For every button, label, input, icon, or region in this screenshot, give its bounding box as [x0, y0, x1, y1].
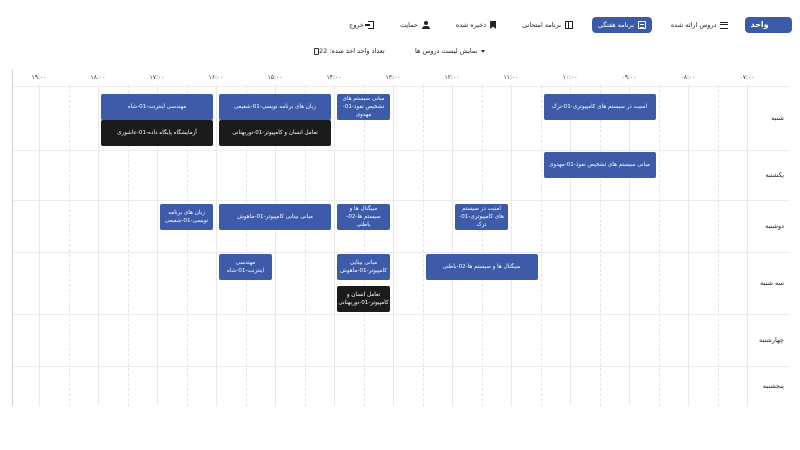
nav-offered-courses-label: دروس ارائه شده	[670, 21, 717, 29]
time-tick-label: ۱۶:۰۰	[208, 74, 224, 81]
day-label: پنجشنبه	[762, 382, 784, 390]
course-block[interactable]: زبان های برنامه نویسی-01-شفیعی	[160, 204, 213, 230]
list-icon	[720, 22, 728, 29]
course-block[interactable]: مهندسی اینترنت-01-شاه	[219, 254, 272, 280]
exit-icon	[368, 21, 374, 29]
user-icon	[422, 21, 430, 29]
half-hour-gridline	[423, 85, 424, 406]
nav-weekly-schedule-label: برنامه هفتگی	[597, 21, 634, 29]
time-tick-label: ۱۰:۰۰	[562, 74, 578, 81]
hour-gridline	[98, 85, 99, 406]
brand-logo[interactable]: واحد هاب	[745, 17, 792, 33]
top-navigation	[330, 14, 792, 45]
time-tick-label: ۱۷:۰۰	[149, 74, 165, 81]
summary-bar	[0, 47, 800, 61]
nav-logout[interactable]	[342, 17, 381, 33]
day-label: چهارشنبه	[759, 336, 784, 344]
time-tick-label: ۱۵:۰۰	[267, 74, 283, 81]
half-hour-gridline	[482, 85, 483, 406]
show-course-list-label: نمایش لیست دروس ها	[415, 47, 478, 55]
time-tick-label: ۱۹:۰۰	[31, 74, 47, 81]
course-block[interactable]: آزمایشگاه پایگاه داده-01-عاشوری	[101, 120, 213, 146]
course-block[interactable]: تعامل انسان و کامپیوتر-01-نوربهنانی	[337, 286, 390, 312]
course-block[interactable]: مبانی سیستم های تشخیص نفوذ-01-مهدوی	[544, 152, 656, 178]
half-hour-gridline	[718, 85, 719, 406]
course-block[interactable]: مبانی بینایی کامپیوتر-01-ماهوش	[337, 254, 390, 280]
nav-exam-schedule-label: برنامه امتحانی	[522, 21, 561, 29]
hour-gridline	[629, 85, 630, 406]
weekly-schedule-grid	[12, 70, 790, 406]
table-icon	[565, 21, 573, 29]
hour-gridline	[39, 85, 40, 406]
course-block[interactable]: تعامل انسان و کامپیوتر-01-نوربهنانی	[219, 120, 331, 146]
day-row-divider	[13, 252, 790, 253]
nav-support-label: حمایت	[399, 21, 418, 29]
document-icon	[314, 48, 319, 55]
day-row-divider	[13, 150, 790, 151]
hour-gridline	[452, 85, 453, 406]
course-block[interactable]: امنیت در سیستم های کامپیوتری-01-ترک	[455, 204, 508, 230]
day-row-divider	[13, 200, 790, 201]
half-hour-gridline	[69, 85, 70, 406]
time-tick-label: ۰۸:۰۰	[680, 74, 696, 81]
nav-logout-label: خروج	[349, 21, 364, 29]
hour-gridline	[216, 85, 217, 406]
day-row-divider	[13, 366, 790, 367]
hour-gridline	[747, 85, 748, 406]
time-tick-label: ۰۷:۰۰	[739, 74, 755, 81]
day-label: یکشنبه	[765, 171, 784, 179]
nav-saved-label: ذخیره شده	[455, 21, 487, 29]
hour-gridline	[393, 85, 394, 406]
nav-saved[interactable]	[449, 17, 503, 33]
day-row-divider	[13, 86, 790, 87]
credit-count	[310, 47, 385, 55]
day-label: شنبه	[771, 114, 784, 122]
hour-gridline	[511, 85, 512, 406]
show-course-list-toggle[interactable]	[415, 47, 485, 55]
half-hour-gridline	[659, 85, 660, 406]
nav-support[interactable]	[393, 17, 437, 33]
day-label: سه شنبه	[760, 279, 784, 287]
course-block[interactable]: مبانی سیستم های تشخیص نفوذ-01-مهدوی	[337, 94, 390, 120]
nav-weekly-schedule[interactable]	[592, 17, 652, 33]
hour-gridline	[334, 85, 335, 406]
time-tick-label: ۱۳:۰۰	[385, 74, 401, 81]
course-block[interactable]: مبانی بینایی کامپیوتر-01-ماهوش	[219, 204, 331, 230]
day-label: دوشنبه	[765, 222, 784, 230]
time-tick-label: ۱۸:۰۰	[90, 74, 106, 81]
time-tick-label: ۱۱:۰۰	[503, 74, 519, 81]
calendar-icon	[638, 21, 646, 29]
time-tick-label: ۱۴:۰۰	[326, 74, 342, 81]
course-block[interactable]: سیگنال ها و سیستم ها-02-باطنی	[337, 204, 390, 230]
course-block[interactable]: سیگنال ها و سیستم ها-02-باطنی	[426, 254, 538, 280]
half-hour-gridline	[541, 85, 542, 406]
bookmark-icon	[490, 21, 496, 29]
nav-offered-courses[interactable]	[664, 17, 736, 33]
course-block[interactable]: زبان های برنامه نویسی-01-شفیعی	[219, 94, 331, 120]
nav-exam-schedule[interactable]	[515, 17, 580, 33]
chevron-down-icon	[481, 50, 485, 53]
time-tick-label: ۰۹:۰۰	[621, 74, 637, 81]
course-block[interactable]: امنیت در سیستم های کامپیوتری-01-ترک	[544, 94, 656, 120]
hour-gridline	[570, 85, 571, 406]
hour-gridline	[688, 85, 689, 406]
half-hour-gridline	[600, 85, 601, 406]
half-hour-gridline	[364, 85, 365, 406]
time-tick-label: ۱۲:۰۰	[444, 74, 460, 81]
course-block[interactable]: مهندسی اینترنت-01-شاه	[101, 94, 213, 120]
credit-count-label: تعداد واحد اخذ شده: 22	[319, 47, 385, 55]
day-row-divider	[13, 314, 790, 315]
